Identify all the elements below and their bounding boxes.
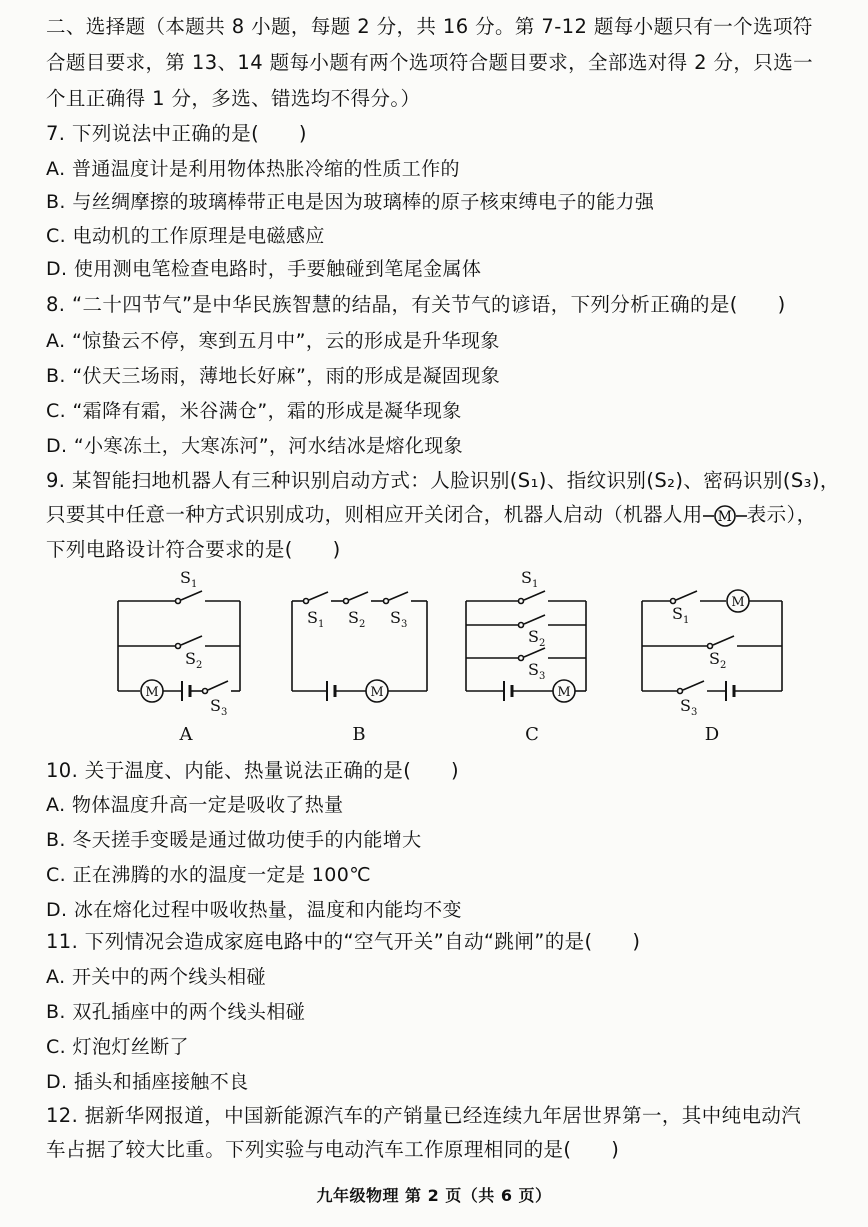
circuit-b-s1-label: S — [307, 608, 318, 627]
circuit-b-label: B — [352, 724, 366, 745]
circuit-c-s3-sub: 3 — [539, 671, 546, 682]
question-8-option-a: A. “惊蛰云不停，寒到五月中”，云的形成是升华现象 — [46, 330, 500, 352]
circuit-c-label: C — [525, 724, 539, 745]
circuit-d-s3-label: S — [680, 696, 691, 715]
question-12-line2: 车占据了较大比重。下列实验与电动汽车工作原理相同的是( ) — [46, 1138, 620, 1161]
circuit-b-s2-sub: 2 — [359, 619, 366, 630]
question-7-option-c: C. 电动机的工作原理是电磁感应 — [46, 225, 325, 247]
question-10-option-b: B. 冬天搓手变暖是通过做功使手的内能增大 — [46, 829, 422, 851]
question-9-line3: 下列电路设计符合要求的是( ) — [46, 538, 341, 561]
circuit-a-s3-sub: 3 — [221, 707, 228, 718]
circuit-b-s2-label: S — [348, 608, 359, 627]
question-7-stem: 7. 下列说法中正确的是( ) — [46, 122, 307, 145]
section-header-line1: 二、选择题（本题共 8 小题，每题 2 分，共 16 分。第 7-12 题每小题只有一个选项符 — [46, 15, 813, 38]
circuit-a-s2-label: S — [185, 649, 196, 668]
circuit-d-s2-sub: 2 — [720, 660, 727, 671]
circuit-a-s3-label: S — [210, 696, 221, 715]
circuit-d-s1-sub: 1 — [683, 615, 690, 626]
circuit-a-label: A — [179, 724, 193, 745]
question-9-line2-text: 只要其中任意一种方式识别成功，则相应开关闭合，机器人启动（机器人用 — [46, 503, 703, 526]
question-7-option-d: D. 使用测电笔检查电路时，手要触碰到笔尾金属体 — [46, 258, 482, 280]
page-footer: 九年级物理 第 2 页（共 6 页） — [316, 1186, 552, 1205]
question-8-option-d: D. “小寒冻土，大寒冻河”，河水结冰是熔化现象 — [46, 435, 463, 457]
circuit-d-s2-label: S — [709, 649, 720, 668]
motor-symbol-icon — [703, 505, 747, 527]
circuit-b-motor-m: M — [370, 685, 384, 700]
question-10-stem: 10. 关于温度、内能、热量说法正确的是( ) — [46, 759, 460, 782]
circuit-diagrams — [100, 565, 800, 750]
question-11-stem: 11. 下列情况会造成家庭电路中的“空气开关”自动“跳闸”的是( ) — [46, 930, 641, 953]
circuit-b-s3-label: S — [390, 608, 401, 627]
circuit-d-s1-label: S — [672, 604, 683, 623]
circuit-c-motor-m: M — [557, 685, 571, 700]
question-7-option-a: A. 普通温度计是利用物体热胀冷缩的性质工作的 — [46, 158, 460, 180]
circuit-a-s1-sub: 1 — [191, 579, 198, 590]
circuit-c-s3-label: S — [528, 660, 539, 679]
circuit-d-motor-m: M — [731, 595, 745, 610]
circuit-c-s2-sub: 2 — [539, 638, 546, 649]
circuit-a — [118, 591, 240, 702]
question-8-option-b: B. “伏天三场雨，薄地长好麻”，雨的形成是凝固现象 — [46, 365, 501, 387]
circuit-a-s2-sub: 2 — [196, 660, 203, 671]
question-10-option-d: D. 冰在熔化过程中吸收热量，温度和内能均不变 — [46, 899, 462, 921]
circuit-a-motor-m: M — [145, 685, 159, 700]
question-11-option-a: A. 开关中的两个线头相碰 — [46, 966, 266, 988]
circuit-d — [642, 590, 782, 701]
circuit-a-s1-label: S — [180, 568, 191, 587]
question-11-option-d: D. 插头和插座接触不良 — [46, 1071, 249, 1093]
circuit-c-s2-label: S — [528, 627, 539, 646]
circuit-c-s1-sub: 1 — [532, 579, 539, 590]
motor-symbol-letter: M — [717, 508, 733, 525]
circuit-b-s3-sub: 3 — [401, 619, 408, 630]
question-10-option-c: C. 正在沸腾的水的温度一定是 100℃ — [46, 864, 371, 886]
question-11-option-c: C. 灯泡灯丝断了 — [46, 1036, 189, 1058]
question-7-option-b: B. 与丝绸摩擦的玻璃棒带正电是因为玻璃棒的原子核束缚电子的能力强 — [46, 191, 655, 213]
question-9-line2-tail: 表示）， — [746, 503, 817, 526]
section-header-line2: 合题目要求，第 13、14 题每小题有两个选项符合题目要求，全部选对得 2 分，只选一 — [46, 51, 814, 74]
circuit-c-s1-label: S — [521, 568, 532, 587]
question-11-option-b: B. 双孔插座中的两个线头相碰 — [46, 1001, 306, 1023]
question-8-option-c: C. “霜降有霜，米谷满仓”，霜的形成是凝华现象 — [46, 400, 462, 422]
question-12-line1: 12. 据新华网报道，中国新能源汽车的产销量已经连续九年居世界第一，其中纯电动汽 — [46, 1104, 802, 1127]
section-header-line3: 个且正确得 1 分，多选、错选均不得分。） — [46, 87, 421, 110]
circuit-d-label: D — [704, 724, 720, 745]
question-8-stem: 8. “二十四节气”是中华民族智慧的结晶，有关节气的谚语，下列分析正确的是( ) — [46, 293, 786, 316]
circuit-d-s3-sub: 3 — [691, 707, 698, 718]
question-9-line1: 9. 某智能扫地机器人有三种识别启动方式：人脸识别(S₁)、指纹识别(S₂)、密码识别(S₃)， — [46, 469, 840, 492]
question-10-option-a: A. 物体温度升高一定是吸收了热量 — [46, 794, 344, 816]
circuit-b-s1-sub: 1 — [318, 619, 325, 630]
question-9-line2 — [46, 502, 817, 528]
